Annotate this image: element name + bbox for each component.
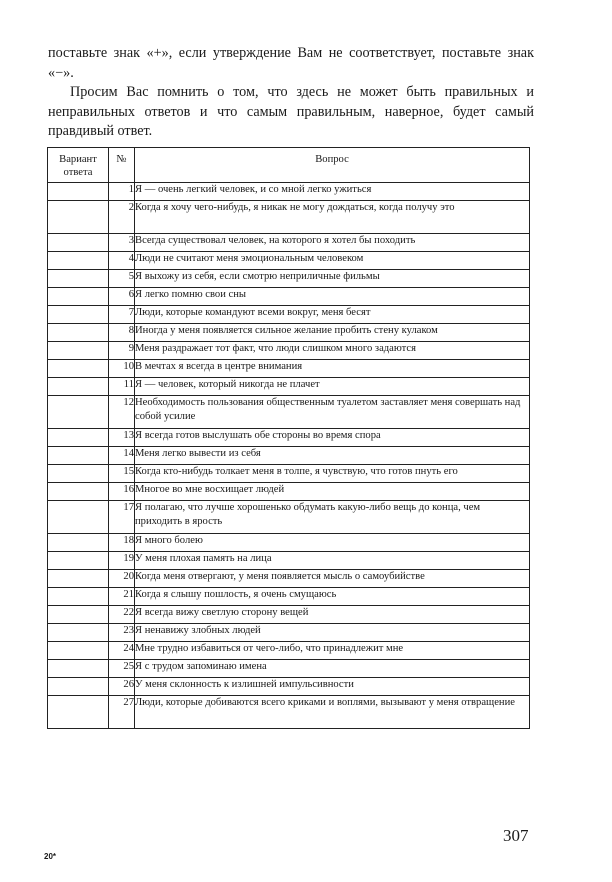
answer-cell[interactable] (48, 378, 109, 396)
instruction-paragraph: поставьте знак «+», если утверждение Вам не соответствует, поставьте знак «−». (48, 45, 534, 81)
table-row (48, 396, 530, 429)
question-text: У меня склонность к излишней импульсивности (135, 678, 530, 696)
table-row (48, 678, 530, 696)
answer-cell[interactable] (48, 624, 109, 642)
answer-cell[interactable] (48, 252, 109, 270)
question-number: 12 (109, 396, 135, 429)
question-text: Я — очень легкий человек, и со мной легко ужиться (135, 183, 530, 201)
answer-cell[interactable] (48, 678, 109, 696)
table-row (48, 606, 530, 624)
question-text: В мечтах я всегда в центре внимания (135, 360, 530, 378)
table-row (48, 234, 530, 252)
question-text: Я легко помню свои сны (135, 288, 530, 306)
answer-cell[interactable] (48, 534, 109, 552)
question-number: 6 (109, 288, 135, 306)
question-number: 13 (109, 429, 135, 447)
table-row (48, 252, 530, 270)
question-text: Люди, которые добиваются всего криками и воплями, вызывают у меня отвращение (135, 696, 530, 729)
table-row (48, 378, 530, 396)
answer-cell[interactable] (48, 696, 109, 729)
table-row (48, 660, 530, 678)
question-number: 18 (109, 534, 135, 552)
question-number: 24 (109, 642, 135, 660)
question-number: 11 (109, 378, 135, 396)
question-number: 4 (109, 252, 135, 270)
question-number: 26 (109, 678, 135, 696)
table-row (48, 552, 530, 570)
question-number: 22 (109, 606, 135, 624)
question-text: Когда меня отвергают, у меня появляется мысль о самоубийстве (135, 570, 530, 588)
question-text: Когда я слышу пошлость, я очень смущаюсь (135, 588, 530, 606)
answer-cell[interactable] (48, 201, 109, 234)
table-row (48, 342, 530, 360)
question-number: 2 (109, 201, 135, 234)
question-text: Люди, которые командуют всеми вокруг, меня бесят (135, 306, 530, 324)
header-number: № (109, 148, 135, 183)
header-variant: Вариант ответа (48, 148, 109, 183)
answer-cell[interactable] (48, 465, 109, 483)
table-row (48, 534, 530, 552)
page-number: 307 (503, 826, 529, 845)
question-number: 8 (109, 324, 135, 342)
question-text: Я — человек, который никогда не плачет (135, 378, 530, 396)
answer-cell[interactable] (48, 642, 109, 660)
table-row (48, 696, 530, 729)
note-paragraph: Просим Вас помнить о том, что здесь не может быть правильных и неправильных ответов и что самым правильным, наверное, будет самый правдивый ответ. (48, 84, 534, 139)
question-number: 20 (109, 570, 135, 588)
question-number: 14 (109, 447, 135, 465)
answer-cell[interactable] (48, 447, 109, 465)
answer-cell[interactable] (48, 552, 109, 570)
answer-cell[interactable] (48, 234, 109, 252)
answer-cell[interactable] (48, 429, 109, 447)
question-number: 10 (109, 360, 135, 378)
table-row (48, 642, 530, 660)
answer-cell[interactable] (48, 306, 109, 324)
print-mark: 20* (44, 852, 57, 861)
answer-cell[interactable] (48, 360, 109, 378)
question-text: Я всегда готов выслушать обе стороны во время спора (135, 429, 530, 447)
table-row (48, 570, 530, 588)
answer-cell[interactable] (48, 483, 109, 501)
table-row (48, 447, 530, 465)
question-number: 15 (109, 465, 135, 483)
table-row (48, 624, 530, 642)
question-number: 5 (109, 270, 135, 288)
table-row (48, 183, 530, 201)
table-row (48, 360, 530, 378)
question-number: 16 (109, 483, 135, 501)
question-number: 25 (109, 660, 135, 678)
intro-text (48, 44, 534, 142)
table-row (48, 429, 530, 447)
table-header-row (48, 148, 530, 183)
table-row (48, 465, 530, 483)
table-row (48, 483, 530, 501)
answer-cell[interactable] (48, 501, 109, 534)
answer-cell[interactable] (48, 588, 109, 606)
table-row (48, 588, 530, 606)
question-text: Мне трудно избавиться от чего-либо, что принадлежит мне (135, 642, 530, 660)
questionnaire-table (47, 147, 530, 729)
table-row (48, 201, 530, 234)
question-text: Я выхожу из себя, если смотрю неприличные фильмы (135, 270, 530, 288)
question-text: Всегда существовал человек, на которого я хотел бы походить (135, 234, 530, 252)
table-row (48, 270, 530, 288)
answer-cell[interactable] (48, 570, 109, 588)
answer-cell[interactable] (48, 183, 109, 201)
question-number: 27 (109, 696, 135, 729)
table-row (48, 324, 530, 342)
answer-cell[interactable] (48, 270, 109, 288)
question-number: 21 (109, 588, 135, 606)
question-text: Я с трудом запоминаю имена (135, 660, 530, 678)
question-number: 1 (109, 183, 135, 201)
answer-cell[interactable] (48, 660, 109, 678)
header-question: Вопрос (135, 148, 530, 183)
answer-cell[interactable] (48, 396, 109, 429)
question-text: Когда кто-нибудь толкает меня в толпе, я чувствую, что готов пнуть его (135, 465, 530, 483)
question-number: 7 (109, 306, 135, 324)
question-text: Люди не считают меня эмоциональным человеком (135, 252, 530, 270)
question-number: 3 (109, 234, 135, 252)
question-number: 9 (109, 342, 135, 360)
question-number: 19 (109, 552, 135, 570)
question-text: Многое во мне восхищает людей (135, 483, 530, 501)
table-row (48, 501, 530, 534)
question-text: Необходимость пользования общественным туалетом заставляет меня совершать над собой усилие (135, 396, 530, 429)
question-text: У меня плохая память на лица (135, 552, 530, 570)
answer-cell[interactable] (48, 606, 109, 624)
question-text: Меня раздражает тот факт, что люди слишком много задаются (135, 342, 530, 360)
answer-cell[interactable] (48, 342, 109, 360)
question-text: Иногда у меня появляется сильное желание пробить стену кулаком (135, 324, 530, 342)
answer-cell[interactable] (48, 324, 109, 342)
question-text: Я много болею (135, 534, 530, 552)
table-row (48, 288, 530, 306)
question-text: Когда я хочу чего-нибудь, я никак не могу дождаться, когда получу это (135, 201, 530, 234)
answer-cell[interactable] (48, 288, 109, 306)
table-row (48, 306, 530, 324)
question-number: 17 (109, 501, 135, 534)
question-text: Я ненавижу злобных людей (135, 624, 530, 642)
question-text: Меня легко вывести из себя (135, 447, 530, 465)
question-text: Я полагаю, что лучше хорошенько обдумать какую-либо вещь до конца, чем приходить в ярость (135, 501, 530, 534)
question-text: Я всегда вижу светлую сторону вещей (135, 606, 530, 624)
question-number: 23 (109, 624, 135, 642)
